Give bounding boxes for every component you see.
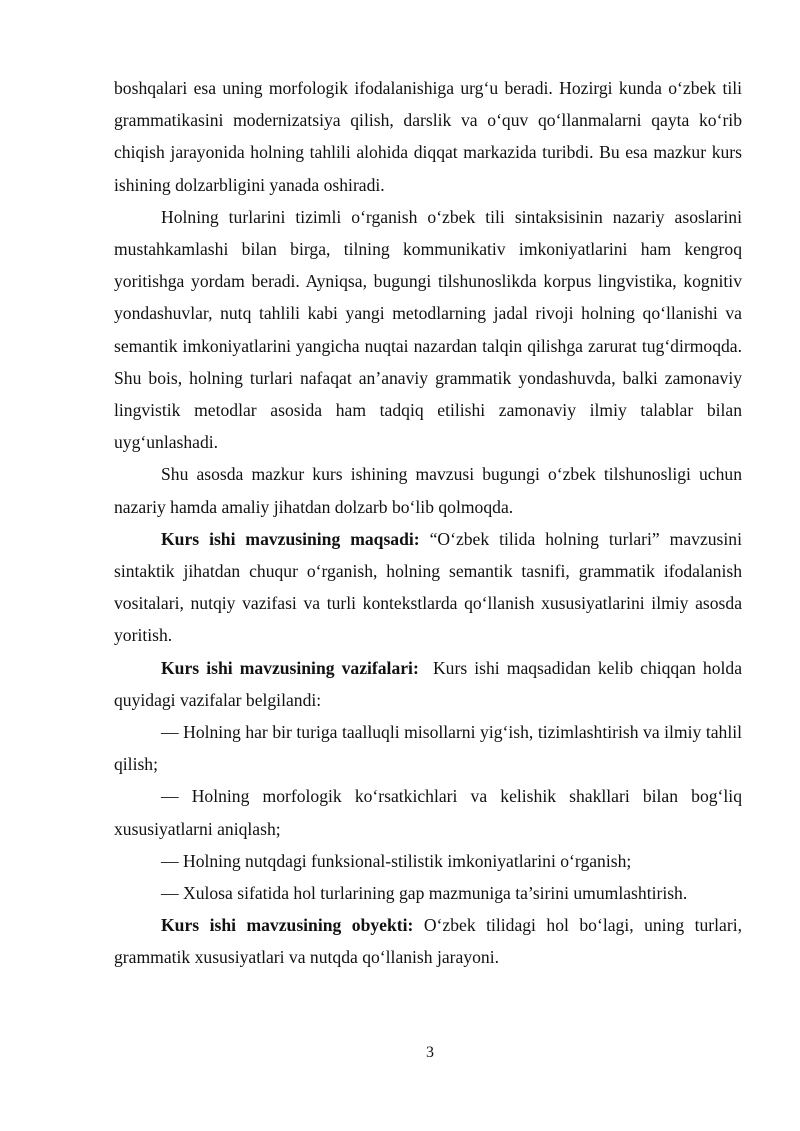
task-item: — Holning har bir turiga taalluqli misollarni yig‘ish, tizimlashtirish va ilmiy tahlil qilish; [114, 722, 742, 775]
page-number: 3 [426, 1044, 434, 1061]
task-item: — Holning nutqdagi funksional-stilistik imkoniyatlarini o‘rganish; [161, 850, 632, 871]
goal-paragraph [114, 523, 742, 652]
goal-text: “O‘zbek tilida holning turlari” mavzusini sintaktik jihatdan chuqur o‘rganish, holning semantik tasnifi, grammatik ifodalanish vositalari, nutqiy vazifasi va turli kontekstlarda qo‘llanish xususiyatlarini ilmiy asosda yoritish. [114, 528, 742, 646]
object-paragraph [114, 909, 742, 973]
goal-label: Kurs ishi mavzusining maqsadi: [161, 528, 420, 549]
paragraph-topic-relevance: Shu asosda mazkur kurs ishining mavzusi bugungi o‘zbek tilshunosligi uchun nazariy hamda amaliy jihatdan dolzarb bo‘lib qolmoqda. [114, 464, 742, 517]
paragraph-relevance-continued: boshqalari esa uning morfologik ifodalanishiga urg‘u beradi. Hozirgi kunda o‘zbek tili grammatikasini modernizatsiya qilish, darslik va o‘quv qo‘llanmalarni qayta ko‘rib chiqish jarayonida holning tahlili alohida diqqat markazida turibdi. Bu esa mazkur kurs ishining dolzarbligini yanada oshiradi. [114, 78, 742, 195]
paragraph-systematic-study: Holning turlarini tizimli o‘rganish o‘zbek tili sintaksisinin nazariy asoslarini mustahkamlashi bilan birga, tilning kommunikativ imkoniyatlarini ham kengroq yoritishga yordam beradi. Ayniqsa, bugungi tilshunoslikda korpus lingvistika, kognitiv yondashuvlar, nutq tahlili kabi yangi metodlarning jadal rivoji holning qo‘llanishi va semantik imkoniyatlarini yangicha nuqtai nazardan talqin qilishga zarurat tug‘dirmoqda. Shu bois, holning turlari nafaqat an’anaviy grammatik yondashuvda, balki zamonaviy lingvistik metodlar asosida ham tadqiq etilishi zamonaviy ilmiy talablar bilan uyg‘unlashadi. [114, 206, 742, 453]
tasks-text: Kurs ishi maqsadidan kelib chiqqan holda quyidagi vazifalar belgilandi: [114, 657, 747, 710]
page-content [114, 72, 747, 974]
tasks-paragraph [114, 652, 747, 716]
task-item: — Holning morfologik ko‘rsatkichlari va kelishik shakllari bilan bog‘liq xususiyatlarni aniqlash; [114, 786, 742, 839]
object-label: Kurs ishi mavzusining obyekti: [161, 915, 414, 936]
tasks-label: Kurs ishi mavzusining vazifalari: [161, 657, 419, 678]
object-text: O‘zbek tilidagi hol bo‘lagi, uning turlari, grammatik xususiyatlari va nutqda qo‘llanish jarayoni. [114, 915, 743, 968]
task-item: — Xulosa sifatida hol turlarining gap mazmuniga ta’sirini umumlashtirish. [161, 883, 688, 904]
